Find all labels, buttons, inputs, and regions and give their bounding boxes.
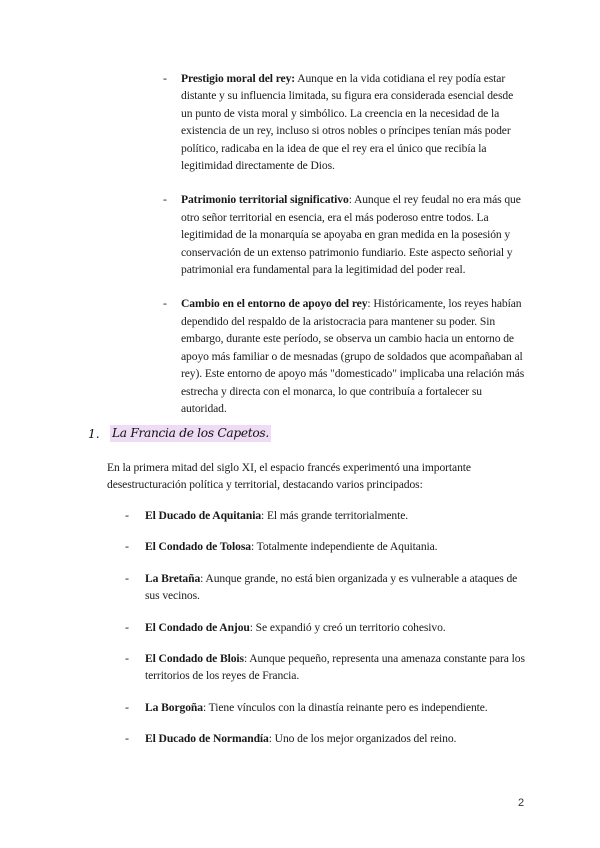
list-item: [163, 295, 525, 417]
list-item: [125, 507, 525, 524]
list-item-term: El Ducado de Normandía: [145, 732, 269, 746]
list-item-term: Cambio en el entorno de apoyo del rey: [181, 297, 368, 311]
list-item-description: : Tiene vínculos con la dinastía reinante pero es independiente.: [202, 700, 488, 714]
list-bullet: -: [163, 192, 167, 207]
list-item-description: : Aunque pequeño, representa una amenaza constante para los territorios de los reyes de Francia.: [145, 652, 525, 683]
list-item-term: Patrimonio territorial significativo: [181, 193, 349, 207]
list-item: [125, 699, 525, 716]
section-number: 1.: [88, 426, 100, 441]
list-item: [125, 730, 525, 747]
list-bullet: -: [125, 731, 129, 746]
list-item: [125, 538, 525, 555]
list-item-text: [145, 650, 525, 685]
list-bullet: -: [125, 699, 129, 714]
list-item-text: [181, 295, 525, 417]
list-bullet: -: [163, 296, 167, 311]
list-item-description: Aunque en la vida cotidiana el rey podía estar distante y su influencia limitada, su figura era considerada esencial desde un punto de vista moral y simbólico. La creencia en la necesidad de la existencia de un rey, incluso si otros nobles o príncipes tenían más poder político, radicaba en la idea de que el rey era el único que recibía la legitimidad directamente de Dios.: [181, 72, 514, 173]
list-item-text: [145, 538, 525, 555]
list-item-text: [181, 191, 525, 278]
intro-paragraph: En la primera mitad del siglo XI, el espacio francés experimentó una importante desestructuración política y territorial, destacando varios principados:: [107, 461, 471, 492]
list-bullet: -: [125, 619, 129, 634]
royal-power-factors-list: [163, 70, 525, 434]
list-item-text: [145, 507, 525, 524]
list-item: [163, 191, 525, 278]
list-bullet: -: [125, 539, 129, 554]
list-item-term: La Borgoña: [145, 700, 203, 714]
list-item-term: Prestigio moral del rey:: [181, 72, 296, 85]
section-heading: [88, 425, 271, 442]
list-item-term: El Ducado de Aquitania: [145, 509, 262, 522]
list-item-description: : Históricamente, los reyes habían dependido del respaldo de la aristocracia para mantener su poder. Sin embargo, durante este período, se observa un cambio hacia un entorno de apoyo más familiar o de mesnadas (grupo de soldados que acompañaban al rey). Este entorno de apoyo más "domesticado" implicaba una relación más estrecha y directa con el monarca, lo que contribuía a fortalecer su autoridad.: [181, 297, 525, 415]
list-item: [163, 70, 525, 174]
list-item: [125, 619, 525, 636]
principalities-list: [125, 507, 525, 748]
list-item-description: : Se expandió y creó un territorio cohesivo.: [249, 620, 446, 634]
list-item-text: [181, 70, 525, 174]
list-item-text: [145, 699, 525, 716]
list-item-term: El Condado de Blois: [145, 652, 244, 666]
list-item: [125, 570, 525, 605]
list-item-text: [145, 619, 525, 636]
list-item-description: : Aunque grande, no está bien organizada y es vulnerable a ataques de sus vecinos.: [145, 571, 518, 603]
list-item-description: : Aunque el rey feudal no era más que otro señor territorial en esencia, era el más poderoso entre todos. La legitimidad de la monarquía se apoyaba en gran medida en la posesión y conservación de un extenso patrimonio fundiario. Este aspecto señorial y patrimonial era fundamental para la legitimidad del poder real.: [181, 193, 521, 277]
list-bullet: -: [125, 508, 129, 522]
list-item-description: : Totalmente independiente de Aquitania.: [250, 540, 438, 554]
list-item-text: [145, 730, 525, 747]
list-item-term: La Bretaña: [145, 571, 201, 585]
section-title: La Francia de los Capetos.: [112, 426, 269, 440]
list-item-term: El Condado de Tolosa: [145, 540, 251, 554]
list-item-text: [145, 570, 525, 605]
page-number: 2: [518, 797, 525, 809]
list-bullet: -: [125, 570, 129, 585]
list-item-description: : El más grande territorialmente.: [261, 509, 409, 522]
list-item-description: : Uno de los mejor organizados del reino.: [268, 732, 457, 746]
list-item: [125, 650, 525, 685]
list-bullet: -: [163, 71, 167, 85]
list-item-term: El Condado de Anjou: [145, 620, 250, 634]
list-bullet: -: [125, 651, 129, 666]
